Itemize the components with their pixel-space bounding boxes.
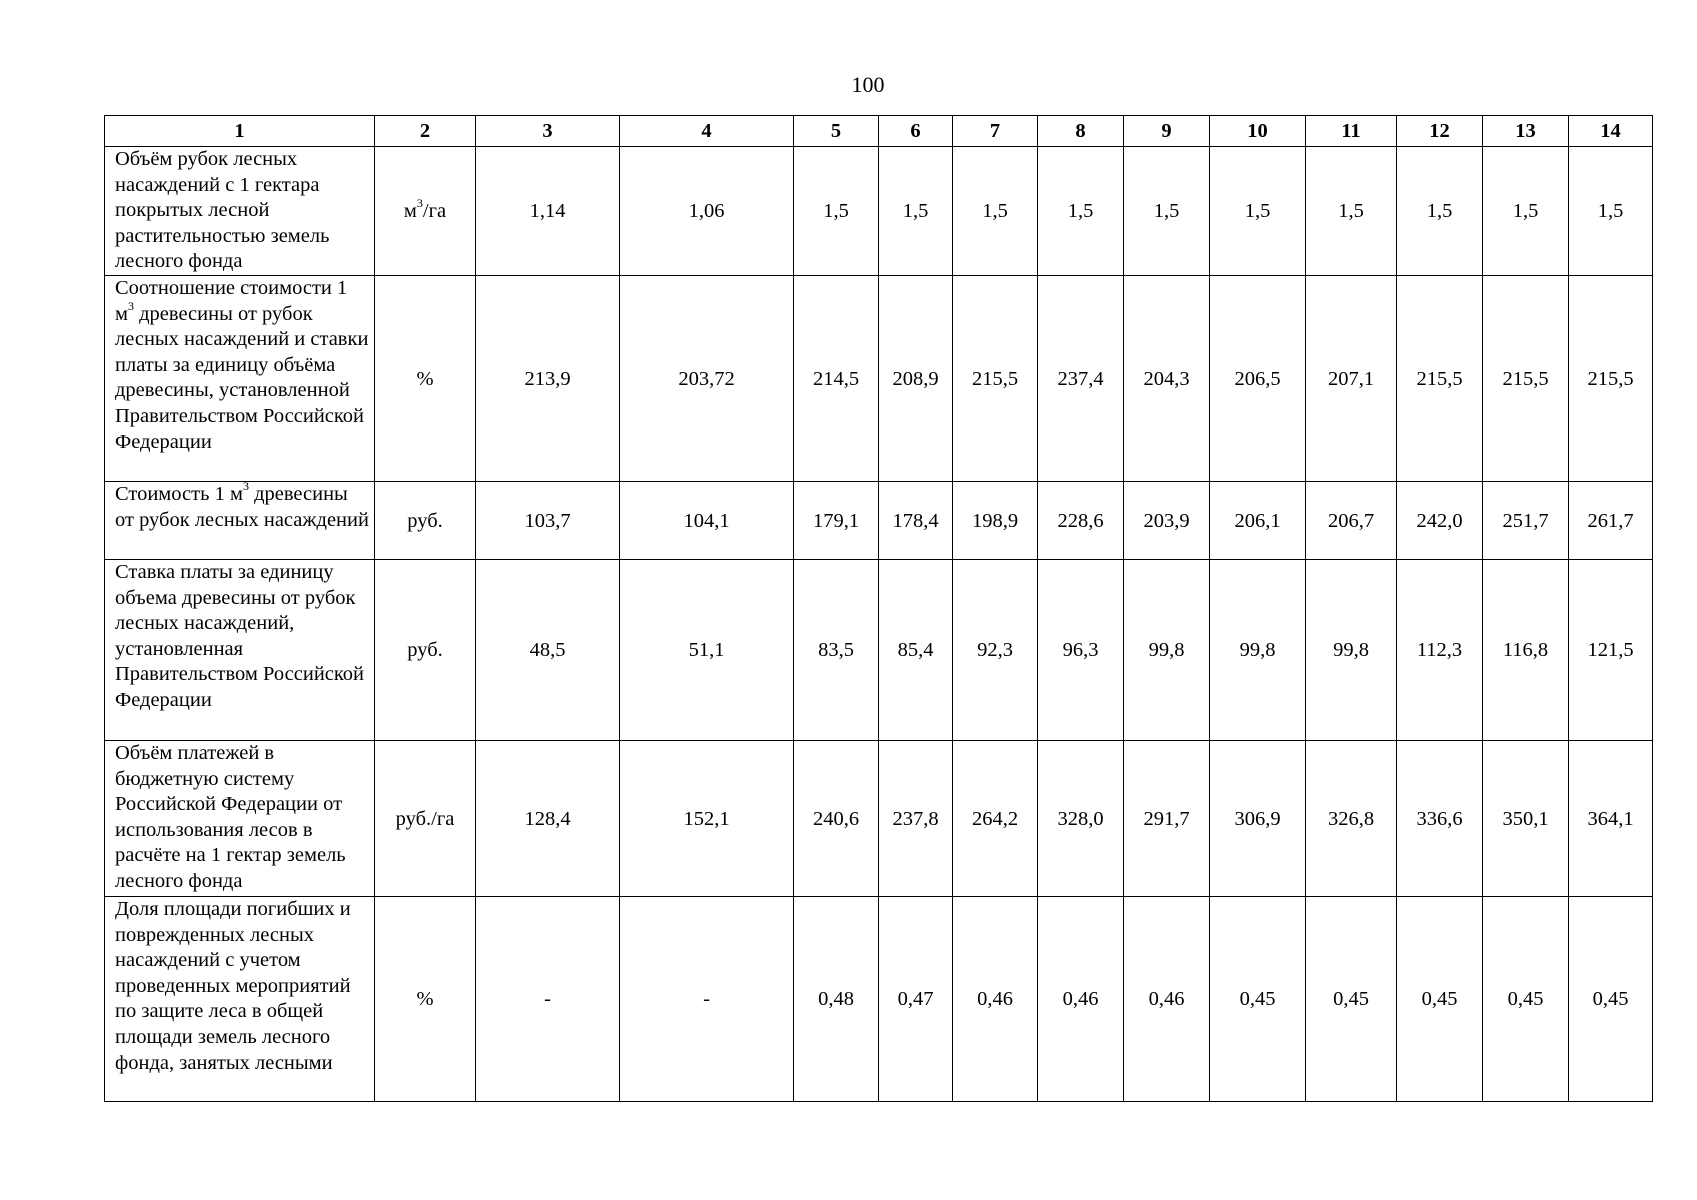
value-cell: 214,5	[794, 276, 879, 482]
value-cell: 203,72	[620, 276, 794, 482]
unit-tail: /га	[422, 200, 447, 222]
column-header: 3	[476, 116, 620, 147]
row-name: Ставка платы за единицу объема древесины от рубок лесных насаждений, установленная Правительством Российской Федерации	[105, 560, 375, 741]
value-cell: 206,1	[1210, 482, 1306, 560]
column-header: 1	[105, 116, 375, 147]
column-header: 5	[794, 116, 879, 147]
value-cell: 48,5	[476, 560, 620, 741]
value-cell: 116,8	[1483, 560, 1569, 741]
row-name-start: Стоимость 1 м	[115, 483, 243, 505]
value-cell: 1,5	[1483, 147, 1569, 276]
value-cell: 306,9	[1210, 741, 1306, 897]
value-cell: 364,1	[1569, 741, 1653, 897]
value-cell: 228,6	[1038, 482, 1124, 560]
value-cell: 242,0	[1397, 482, 1483, 560]
value-cell: 1,5	[1210, 147, 1306, 276]
value-cell: 208,9	[879, 276, 953, 482]
value-cell: 0,45	[1483, 897, 1569, 1102]
value-cell: 121,5	[1569, 560, 1653, 741]
value-cell: 264,2	[953, 741, 1038, 897]
table-row	[105, 276, 1653, 482]
row-name-end: древесины от рубок лесных насаждений	[115, 483, 369, 531]
column-header: 14	[1569, 116, 1653, 147]
value-cell: 251,7	[1483, 482, 1569, 560]
value-cell: 0,47	[879, 897, 953, 1102]
unit-cell: %	[375, 276, 476, 482]
value-cell: 0,46	[1038, 897, 1124, 1102]
value-cell: 204,3	[1124, 276, 1210, 482]
value-cell: 1,5	[1038, 147, 1124, 276]
unit-cell	[375, 147, 476, 276]
value-cell: 0,45	[1210, 897, 1306, 1102]
row-name	[105, 276, 375, 482]
unit-cell: руб.	[375, 482, 476, 560]
table-row	[105, 147, 1653, 276]
value-cell: 215,5	[1483, 276, 1569, 482]
table-row	[105, 482, 1653, 560]
column-header: 6	[879, 116, 953, 147]
table-row	[105, 741, 1653, 897]
row-name-end: древесины от рубок лесных насаждений и ставки платы за единицу объёма древесины, установленной Правительством Российской Федерации	[115, 302, 369, 453]
data-table	[104, 115, 1653, 1102]
value-cell: 213,9	[476, 276, 620, 482]
value-cell: 128,4	[476, 741, 620, 897]
column-header: 4	[620, 116, 794, 147]
value-cell: 206,5	[1210, 276, 1306, 482]
value-cell: 103,7	[476, 482, 620, 560]
column-header: 10	[1210, 116, 1306, 147]
row-name: Доля площади погибших и поврежденных лесных насаждений с учетом проведенных мероприятий по защите леса в общей площади земель лесного фонда, занятых лесными	[105, 897, 375, 1102]
column-header: 11	[1306, 116, 1397, 147]
value-cell: 1,5	[953, 147, 1038, 276]
value-cell: 237,8	[879, 741, 953, 897]
value-cell: 215,5	[1397, 276, 1483, 482]
value-cell: 215,5	[1569, 276, 1653, 482]
value-cell: 178,4	[879, 482, 953, 560]
column-header: 13	[1483, 116, 1569, 147]
value-cell: 1,5	[1397, 147, 1483, 276]
value-cell: 215,5	[953, 276, 1038, 482]
value-cell: 203,9	[1124, 482, 1210, 560]
value-cell: 51,1	[620, 560, 794, 741]
value-cell: 96,3	[1038, 560, 1124, 741]
value-cell: 0,45	[1306, 897, 1397, 1102]
value-cell: 326,8	[1306, 741, 1397, 897]
value-cell: 328,0	[1038, 741, 1124, 897]
value-cell: -	[620, 897, 794, 1102]
column-header: 2	[375, 116, 476, 147]
unit-superscript: 3	[416, 196, 423, 211]
row-name: Объём платежей в бюджетную систему Российской Федерации от использования лесов в расчёте на 1 гектар земель лесного фонда	[105, 741, 375, 897]
header-row	[105, 116, 1653, 147]
column-header: 7	[953, 116, 1038, 147]
value-cell: 1,5	[1569, 147, 1653, 276]
page-number: 100	[851, 72, 885, 97]
value-cell: 1,5	[1306, 147, 1397, 276]
value-cell: 0,45	[1569, 897, 1653, 1102]
row-name	[105, 482, 375, 560]
value-cell: 0,48	[794, 897, 879, 1102]
value-cell: -	[476, 897, 620, 1102]
value-cell: 92,3	[953, 560, 1038, 741]
value-cell: 207,1	[1306, 276, 1397, 482]
table-row	[105, 560, 1653, 741]
value-cell: 206,7	[1306, 482, 1397, 560]
value-cell: 83,5	[794, 560, 879, 741]
value-cell: 1,06	[620, 147, 794, 276]
table-row	[105, 897, 1653, 1102]
value-cell: 179,1	[794, 482, 879, 560]
value-cell: 237,4	[1038, 276, 1124, 482]
value-cell: 1,5	[794, 147, 879, 276]
row-name: Объём рубок лесных насаждений с 1 гектара покрытых лесной растительностью земель лесного фонда	[105, 147, 375, 276]
unit-cell: %	[375, 897, 476, 1102]
value-cell: 112,3	[1397, 560, 1483, 741]
row-name-start: Соотношение стоимости 1 м	[115, 277, 348, 325]
value-cell: 261,7	[1569, 482, 1653, 560]
column-header: 12	[1397, 116, 1483, 147]
column-header: 9	[1124, 116, 1210, 147]
value-cell: 336,6	[1397, 741, 1483, 897]
value-cell: 99,8	[1210, 560, 1306, 741]
value-cell: 1,5	[1124, 147, 1210, 276]
unit-cell: руб.	[375, 560, 476, 741]
value-cell: 99,8	[1306, 560, 1397, 741]
value-cell: 291,7	[1124, 741, 1210, 897]
value-cell: 99,8	[1124, 560, 1210, 741]
row-name-superscript: 3	[242, 481, 249, 494]
value-cell: 1,14	[476, 147, 620, 276]
unit-main: м	[403, 200, 417, 222]
row-name-superscript: 3	[127, 298, 134, 313]
value-cell: 0,46	[1124, 897, 1210, 1102]
value-cell: 350,1	[1483, 741, 1569, 897]
value-cell: 240,6	[794, 741, 879, 897]
value-cell: 0,45	[1397, 897, 1483, 1102]
value-cell: 198,9	[953, 482, 1038, 560]
unit-cell: руб./га	[375, 741, 476, 897]
value-cell: 152,1	[620, 741, 794, 897]
value-cell: 1,5	[879, 147, 953, 276]
column-header: 8	[1038, 116, 1124, 147]
value-cell: 0,46	[953, 897, 1038, 1102]
value-cell: 85,4	[879, 560, 953, 741]
value-cell: 104,1	[620, 482, 794, 560]
